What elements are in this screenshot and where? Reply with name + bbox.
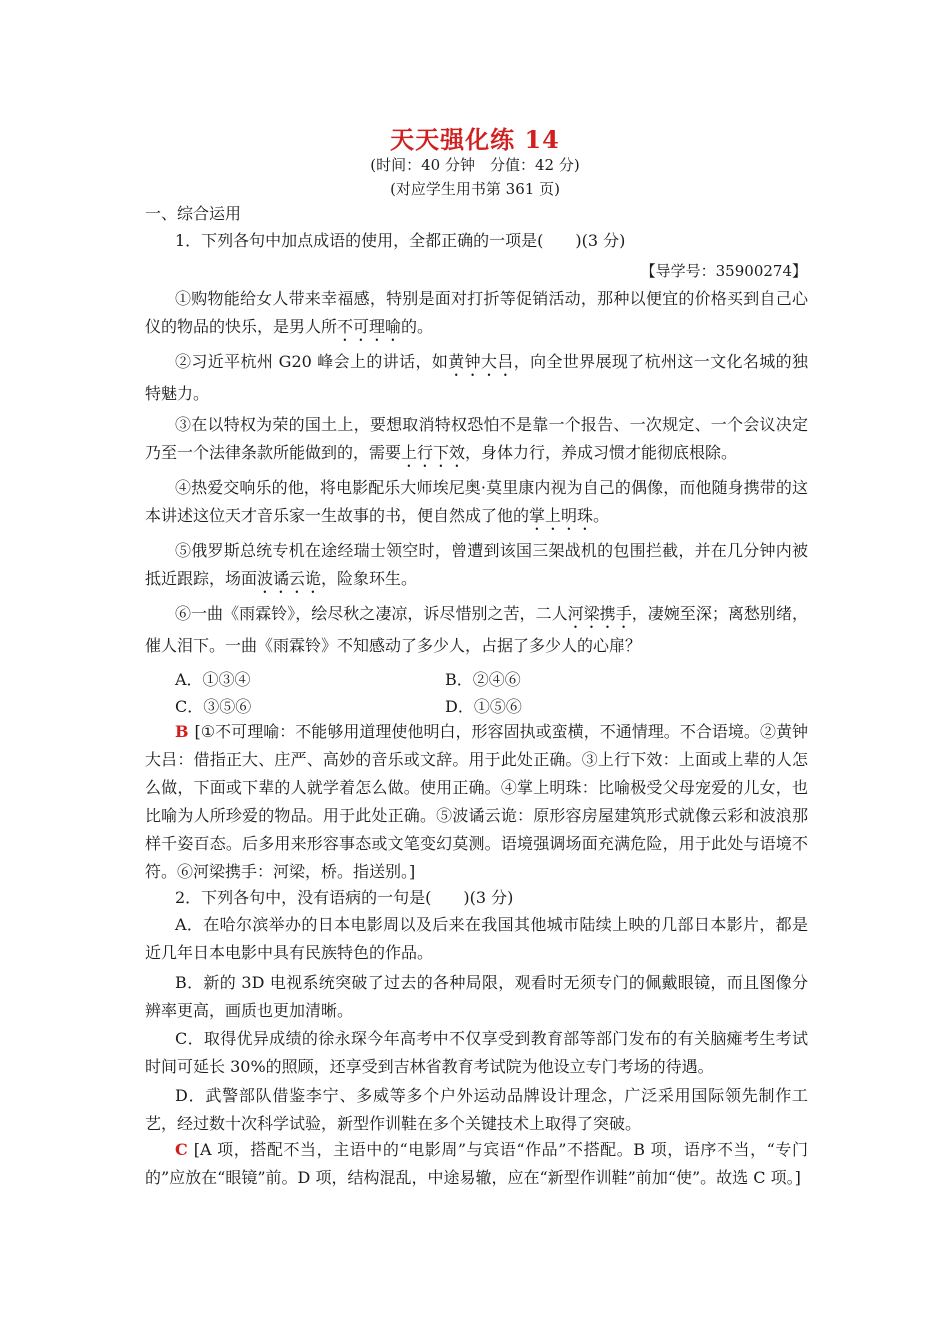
explanation-2: [A 项，搭配不当，主语中的“电影周”与宾语“作品”不搭配。B 项，语序不当，“专门的”应放在“眼镜”前。D 项，结构混乱，中途易辙，应在“新型作训鞋”前加“使”。故选 C 项。] bbox=[145, 1140, 808, 1187]
q2-option-d: D．武警部队借鉴李宁、多威等多个户外运动品牌设计理念，广泛采用国际领先制作工艺，经过数十次科学试验，新型作训鞋在多个关键技术上取得了突破。 bbox=[145, 1086, 808, 1133]
idiom-6: 河梁携手 bbox=[567, 604, 632, 623]
explanation-1: [①不可理喻：不能够用道理使他明白，形容固执或蛮横，不通情理。不合语境。②黄钟大吕：借指正大、庄严、高妙的音乐或文辞。用于此处正确。③上行下效：上面或上辈的人怎么做，下面或下辈的人就学着怎么做。使用正确。④掌上明珠：比喻极受父母宠爱的儿女，也比喻为人所珍爱的物品。用于此处正确。⑤波谲云诡：原形容房屋建筑形式就像云彩和波浪那样千姿百态。后多用来形容事态或文笔变幻莫测。语境强调场面充满危险，用于此处与语境不符。⑥河梁携手：河梁，桥。指送别。] bbox=[145, 722, 808, 881]
answer-1: B bbox=[175, 722, 189, 741]
sentence-1: ①购物能给女人带来幸福感，特别是面对打折等促销活动，那种以便宜的价格买到自己心仪的物品的快乐，是男人所不可理喻的。 bbox=[145, 289, 808, 336]
page-title: 天天强化练 14 bbox=[390, 125, 560, 154]
idiom-5: 波谲云诡 bbox=[257, 569, 322, 588]
q2-option-b: B．新的 3D 电视系统突破了过去的各种局限，观看时无须专门的佩戴眼镜，而且图像分辨率更高，画质也更加清晰。 bbox=[145, 973, 808, 1020]
time-info: (时间：40 分钟 分值：42 分) bbox=[370, 156, 580, 174]
sentence-6: ⑥一曲《雨霖铃》，绘尽秋之凄凉，诉尽惜别之苦，二人河梁携手，凄婉至深；离愁别绪，催人泪下。一曲《雨霖铃》不知感动了多少人，占据了多少人的心扉？ bbox=[145, 604, 808, 655]
answer-2: C bbox=[175, 1140, 188, 1159]
question-1-stem: 1．下列各句中加点成语的使用，全都正确的一项是( )(3 分) bbox=[175, 231, 626, 250]
option-a: A．①③④ bbox=[175, 670, 251, 689]
answer-2-block bbox=[145, 1136, 808, 1192]
option-c: C．③⑤⑥ bbox=[175, 697, 252, 716]
q2-option-a: A．在哈尔滨举办的日本电影周以及后来在我国其他城市陆续上映的几部日本影片，都是近几年日本电影中具有民族特色的作品。 bbox=[145, 915, 808, 962]
book-reference: (对应学生用书第 361 页) bbox=[390, 180, 560, 198]
sentence-4: ④热爱交响乐的他，将电影配乐大师埃尼奥·莫里康内视为自己的偶像，而他随身携带的这本讲述这位天才音乐家一生故事的书，便自然成了他的掌上明珠。 bbox=[145, 478, 808, 525]
idiom-1: 不可理喻 bbox=[337, 317, 402, 336]
answer-1-block bbox=[145, 718, 808, 886]
idiom-3: 上行下效 bbox=[401, 443, 466, 462]
sentence-3: ③在以特权为荣的国土上，要想取消特权恐怕不是靠一个报告、一次规定、一个会议决定乃至一个法律条款所能做到的，需要上行下效，身体力行，养成习惯才能彻底根除。 bbox=[145, 415, 808, 462]
sentence-5: ⑤俄罗斯总统专机在途经瑞士领空时，曾遭到该国三架战机的包围拦截，并在几分钟内被抵近跟踪，场面波谲云诡，险象环生。 bbox=[145, 541, 808, 588]
q2-option-c: C．取得优异成绩的徐永琛今年高考中不仅享受到教育部等部门发布的有关脑瘫考生考试时间可延长 30%的照顾，还享受到吉林省教育考试院为他设立专门考场的待遇。 bbox=[145, 1029, 808, 1076]
idiom-4: 掌上明珠 bbox=[529, 506, 594, 525]
option-b: B．②④⑥ bbox=[445, 670, 521, 689]
guide-number: 【导学号：35900274】 bbox=[640, 262, 807, 280]
idiom-2: 黄钟大吕 bbox=[448, 352, 514, 371]
section-heading: 一、综合运用 bbox=[145, 204, 242, 223]
sentence-2: ②习近平杭州 G20 峰会上的讲话，如黄钟大吕，向全世界展现了杭州这一文化名城的独特魅力。 bbox=[145, 352, 808, 403]
question-2-stem: 2．下列各句中，没有语病的一句是( )(3 分) bbox=[175, 888, 514, 907]
option-d: D．①⑤⑥ bbox=[445, 697, 522, 716]
